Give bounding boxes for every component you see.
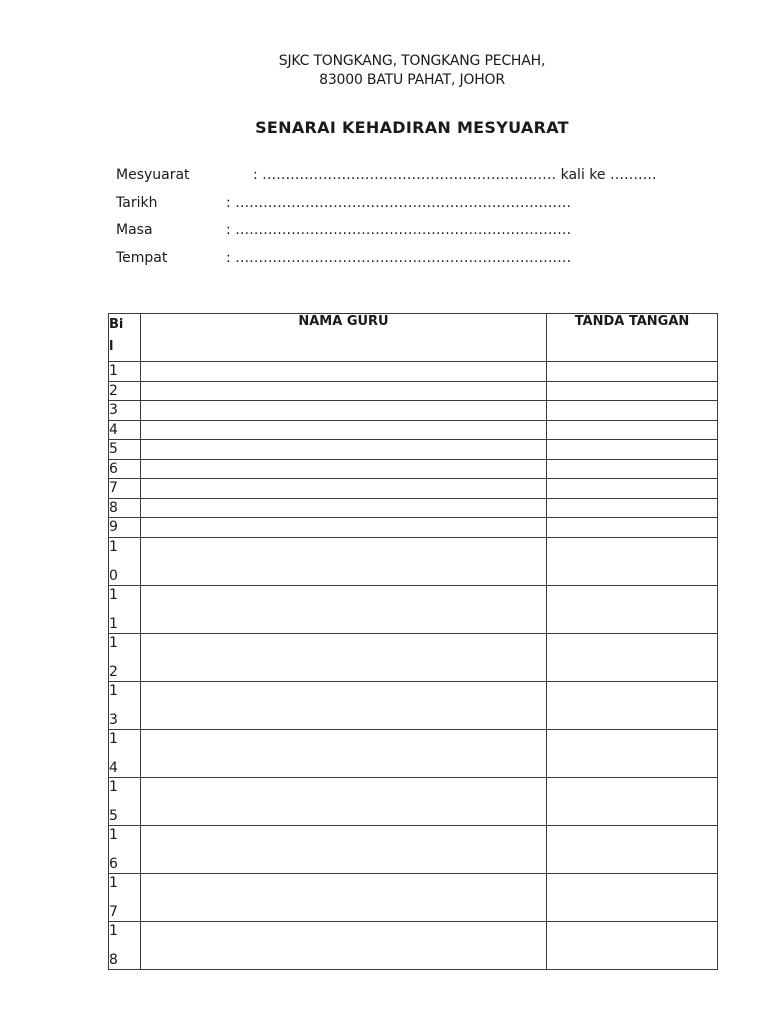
row-number: 5: [109, 440, 141, 460]
column-header-bil: [109, 314, 141, 362]
row-number: [109, 585, 141, 633]
tanda-tangan-cell[interactable]: [547, 440, 718, 460]
row-number-digit2: 6: [109, 855, 118, 872]
row-number-digit2: 8: [109, 951, 118, 968]
nama-guru-cell[interactable]: [141, 479, 547, 499]
row-number: 7: [109, 479, 141, 499]
tanda-tangan-cell[interactable]: [547, 825, 718, 873]
field-tempat: [116, 249, 572, 267]
nama-guru-cell[interactable]: [141, 777, 547, 825]
nama-guru-cell[interactable]: [141, 459, 547, 479]
nama-guru-cell[interactable]: [141, 440, 547, 460]
table-row: [109, 681, 718, 729]
row-number-digit1: 1: [109, 826, 118, 843]
row-number: 9: [109, 518, 141, 538]
nama-guru-cell[interactable]: [141, 921, 547, 969]
row-number: 3: [109, 401, 141, 421]
field-tempat-value: : ………………………………………………………………: [226, 250, 572, 266]
tanda-tangan-cell[interactable]: [547, 681, 718, 729]
table-row: [109, 498, 718, 518]
nama-guru-cell[interactable]: [141, 420, 547, 440]
row-number-digit1: 1: [109, 682, 118, 699]
column-header-bil-line2: l: [109, 339, 114, 354]
row-number: [109, 729, 141, 777]
row-number-digit2: 5: [109, 807, 118, 824]
table-row: [109, 921, 718, 969]
field-mesyuarat-value: : ……………………………………………………… kali ke ……….: [253, 167, 657, 183]
document-title: SENARAI KEHADIRAN MESYUARAT: [255, 118, 569, 137]
table-row: [109, 381, 718, 401]
school-address-line2: 83000 BATU PAHAT, JOHOR: [319, 72, 505, 88]
table-row: [109, 873, 718, 921]
row-number-digit2: 7: [109, 903, 118, 920]
field-tempat-label: Tempat: [116, 250, 168, 266]
field-masa: [116, 221, 572, 239]
row-number-digit1: 1: [109, 538, 118, 555]
row-number-digit2: 0: [109, 567, 118, 584]
table-row: [109, 420, 718, 440]
tanda-tangan-cell[interactable]: [547, 777, 718, 825]
tanda-tangan-cell[interactable]: [547, 633, 718, 681]
table-row: [109, 777, 718, 825]
school-address: [0, 52, 768, 90]
row-number-digit2: 3: [109, 711, 118, 728]
tanda-tangan-cell[interactable]: [547, 921, 718, 969]
nama-guru-cell[interactable]: [141, 498, 547, 518]
row-number: [109, 873, 141, 921]
row-number: [109, 681, 141, 729]
field-mesyuarat: [116, 166, 657, 184]
nama-guru-cell[interactable]: [141, 537, 547, 585]
column-header-nama-guru: NAMA GURU: [141, 314, 547, 362]
nama-guru-cell[interactable]: [141, 585, 547, 633]
table-row: [109, 729, 718, 777]
table-row: [109, 585, 718, 633]
field-tarikh-value: : ………………………………………………………………: [226, 195, 572, 211]
nama-guru-cell[interactable]: [141, 873, 547, 921]
row-number-digit2: 2: [109, 663, 118, 680]
row-number: [109, 825, 141, 873]
table-row: [109, 401, 718, 421]
row-number-digit1: 1: [109, 778, 118, 795]
table-row: [109, 459, 718, 479]
table-row: [109, 440, 718, 460]
row-number: 8: [109, 498, 141, 518]
row-number-digit2: 4: [109, 759, 118, 776]
row-number: [109, 537, 141, 585]
table-row: [109, 362, 718, 382]
table-row: [109, 825, 718, 873]
field-mesyuarat-label: Mesyuarat: [116, 167, 190, 183]
nama-guru-cell[interactable]: [141, 633, 547, 681]
row-number-digit2: 1: [109, 615, 118, 632]
table-row: [109, 537, 718, 585]
table-row: [109, 518, 718, 538]
tanda-tangan-cell[interactable]: [547, 498, 718, 518]
row-number: 4: [109, 420, 141, 440]
nama-guru-cell[interactable]: [141, 518, 547, 538]
row-number: [109, 777, 141, 825]
row-number-digit1: 1: [109, 874, 118, 891]
nama-guru-cell[interactable]: [141, 362, 547, 382]
row-number-digit1: 1: [109, 730, 118, 747]
row-number: 6: [109, 459, 141, 479]
tanda-tangan-cell[interactable]: [547, 459, 718, 479]
nama-guru-cell[interactable]: [141, 825, 547, 873]
tanda-tangan-cell[interactable]: [547, 420, 718, 440]
field-masa-label: Masa: [116, 222, 153, 238]
row-number-digit1: 1: [109, 586, 118, 603]
row-number: [109, 921, 141, 969]
attendance-table: [108, 313, 718, 970]
row-number-digit1: 1: [109, 634, 118, 651]
tanda-tangan-cell[interactable]: [547, 585, 718, 633]
row-number: 2: [109, 381, 141, 401]
tanda-tangan-cell[interactable]: [547, 479, 718, 499]
tanda-tangan-cell[interactable]: [547, 729, 718, 777]
field-tarikh: [116, 194, 572, 212]
tanda-tangan-cell[interactable]: [547, 381, 718, 401]
nama-guru-cell[interactable]: [141, 681, 547, 729]
row-number: 1: [109, 362, 141, 382]
table-header-row: [109, 314, 718, 362]
table-row: [109, 479, 718, 499]
tanda-tangan-cell[interactable]: [547, 873, 718, 921]
field-masa-value: : ………………………………………………………………: [226, 222, 572, 238]
tanda-tangan-cell[interactable]: [547, 537, 718, 585]
tanda-tangan-cell[interactable]: [547, 401, 718, 421]
column-header-bil-line1: Bi: [109, 317, 124, 332]
school-address-line1: SJKC TONGKANG, TONGKANG PECHAH,: [278, 53, 546, 69]
tanda-tangan-cell[interactable]: [547, 362, 718, 382]
nama-guru-cell[interactable]: [141, 381, 547, 401]
column-header-tanda-tangan: TANDA TANGAN: [547, 314, 718, 362]
row-number-digit1: 1: [109, 922, 118, 939]
table-row: [109, 633, 718, 681]
field-tarikh-label: Tarikh: [116, 195, 158, 211]
nama-guru-cell[interactable]: [141, 729, 547, 777]
nama-guru-cell[interactable]: [141, 401, 547, 421]
tanda-tangan-cell[interactable]: [547, 518, 718, 538]
row-number: [109, 633, 141, 681]
